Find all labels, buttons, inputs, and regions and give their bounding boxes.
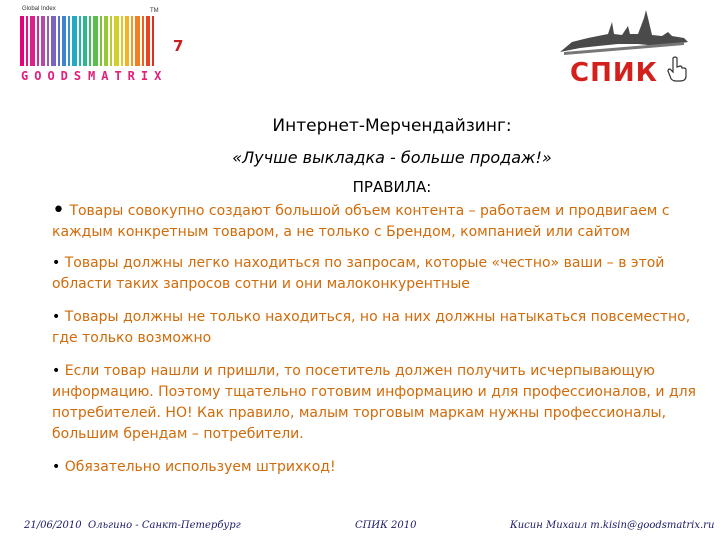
spik-brand-text: СПИК [570,58,658,88]
footer-event: СПИК 2010 [355,520,417,531]
rule-text: Товары должны не только находиться, но на них должны натыкаться повсеместно, где только возможно [52,309,691,346]
list-item [52,307,702,349]
list-item [52,457,702,478]
spik-logo [558,8,690,88]
city-skyline-icon [558,8,690,58]
bullet-icon: • [52,198,65,223]
list-item [52,253,702,295]
rule-text: Обязательно используем штрихкод! [64,459,336,475]
footer-place: Ольгино - Санкт-Петербург [88,520,241,531]
bullet-icon: • [52,309,61,325]
goods-matrix-logo [20,6,168,84]
trademark-label: TM [150,8,159,14]
bullet-icon: • [52,255,61,271]
rule-text: Если товар нашли и пришли, то посетитель должен получить исчерпывающую информацию. Поэтому тщательно готовим информацию и для профессионалов, и для потребителей. НО! Как правило, малым торговым маркам нужны профессионалы, большим брендам – потребители. [52,363,696,442]
logo-small-label: Global Index [22,6,56,12]
slide-subtitle: «Лучше выкладка - больше продаж!» [232,148,552,167]
logo-word-goods: GOODS [21,69,88,83]
logo-word-matrix: MATRIX [88,69,168,83]
rules-heading: ПРАВИЛА: [352,178,432,196]
slide-title: Интернет-Мерчендайзинг: [272,116,512,136]
barcode-rainbow-icon [20,16,156,66]
list-item [52,200,702,243]
bullet-icon: • [52,363,61,379]
rule-text: Товары должны легко находиться по запросам, которые «честно» ваши – в этой области таких запросов сотни и они малоконкурентные [52,255,665,292]
rules-list [52,200,702,490]
rule-text: Товары совокупно создают большой объем контента – работаем и продвигаем с каждым конкретным товаром, а не только с Брендом, компанией или сайтом [52,203,670,240]
footer-date: 21/06/2010 [24,520,82,531]
footer-author: Кисин Михаил m.kisin@goodsmatrix.ru [510,520,715,531]
pointer-hand-icon [666,56,688,82]
bullet-icon: • [52,459,61,475]
list-item [52,361,702,445]
page-number: 7 [173,37,184,55]
